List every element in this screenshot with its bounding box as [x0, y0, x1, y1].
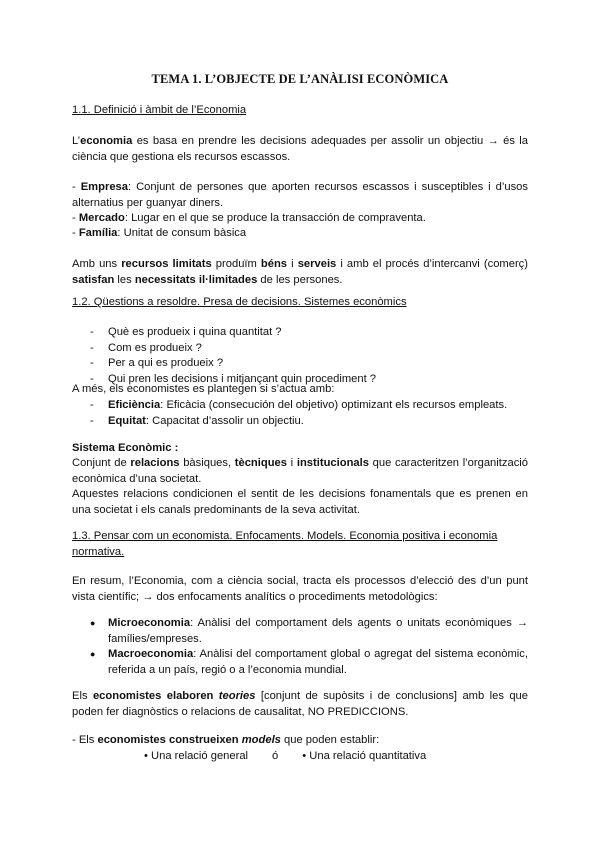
bullet-text	[108, 616, 528, 647]
question-text: Com es produeix ?	[108, 342, 202, 354]
section-heading-1-1: 1.1. Definició i àmbit de l’Economia	[72, 104, 247, 116]
text: - Els	[72, 734, 98, 746]
list-item	[90, 356, 223, 372]
text: les	[114, 273, 135, 286]
list-item-eficiencia	[90, 398, 507, 414]
sistema-economic-heading	[72, 441, 528, 457]
paragraph-ames: A més, els economistes es plantegen si s’actua amb:	[72, 383, 335, 395]
text: L’	[72, 135, 81, 147]
paragraph-relacions: Aquestes relacions condicionen el sentit de les decisions fonamentals que es prenen en una societat i els canals predominants de la seva activitat.	[72, 488, 528, 516]
term: serveis	[297, 258, 337, 270]
text: : Unitat de consum bàsica	[117, 227, 247, 239]
dash: -	[90, 342, 94, 354]
term-models: models	[241, 734, 281, 746]
dash: -	[72, 212, 79, 224]
term-mercado: Mercado	[78, 212, 125, 224]
dash: -	[90, 357, 94, 369]
definition-mercado	[72, 211, 528, 227]
text: es basa en prendre les decisions adequades per assolir un objectiu → és la ciència que gestiona els recursos escassos.	[72, 135, 528, 163]
heading-line: 1.3. Pensar com un economista. Enfocaments. Models. Economia positiva i economia	[72, 530, 498, 542]
term: necessitats il·limitades	[134, 273, 258, 286]
term-macro: Macroeconomia	[108, 648, 194, 660]
term-eficiencia: Eficiència	[108, 399, 161, 411]
list-item	[90, 325, 282, 341]
bullet-icon: ●	[90, 649, 96, 659]
term: economistes construeixen	[97, 734, 242, 746]
paragraph-models	[72, 733, 528, 749]
term: tècniques	[234, 457, 287, 469]
text: i	[287, 258, 298, 270]
definition-familia	[72, 226, 528, 242]
text: Conjunt de	[72, 457, 131, 469]
question-text: Per a qui es produeix ?	[108, 357, 224, 369]
question-text: Què es produeix i quina quantitat ?	[108, 326, 282, 338]
list-item	[90, 341, 202, 357]
term-micro: Microeconomia	[108, 617, 191, 629]
term: béns	[260, 258, 288, 270]
term-teories: teories	[218, 690, 256, 702]
text: Amb uns	[72, 258, 122, 270]
bullet-text	[108, 647, 528, 678]
option-general: • Una relació general	[144, 750, 249, 762]
term: satisfan	[72, 273, 115, 286]
option-separator: ó	[272, 750, 279, 762]
paragraph-resum: En resum, l’Economia, com a ciència social, tracta els processos d’elecció des d’un punt vista científic; → dos enfocaments analítics o procediments metodològics:	[72, 575, 528, 603]
text: que poden establir:	[280, 734, 380, 746]
dash: -	[72, 227, 79, 239]
text: Els	[72, 690, 93, 702]
page-title: TEMA 1. L’OBJECTE DE L’ANÀLISI ECONÒMICA	[151, 72, 449, 86]
text: produïm	[211, 258, 261, 270]
dash: -	[90, 326, 94, 338]
text: : Anàlisi del comportament global o agregat del sistema econòmic, referida a un país, regió o a l’economia mundial.	[108, 648, 528, 676]
text: : Conjunt de persones que aporten recursos escassos i susceptibles i d’usos alternatius per guanyar diners.	[72, 181, 528, 209]
dash: -	[72, 181, 81, 193]
bullet-micro	[90, 616, 528, 647]
text: bàsiques,	[179, 457, 235, 469]
bullet-macro	[90, 647, 528, 678]
term: economistes elaboren	[92, 690, 219, 702]
dash: -	[90, 399, 94, 411]
term-empresa: Empresa	[80, 181, 128, 193]
question-text: Qui pren les decisions i mitjançant quin procediment ?	[108, 373, 377, 385]
text: : Eficàcia (consecución del objetivo) optimizant els recursos empleats.	[160, 399, 508, 411]
text: i amb el procés d’intercanvi (comerç)	[336, 258, 529, 270]
bullet-icon: ●	[90, 618, 96, 628]
text: : Anàlisi del comportament dels agents o unitats econòmiques → famílies/empreses.	[108, 617, 528, 645]
term-equitat: Equitat	[108, 415, 146, 427]
definition-empresa	[72, 180, 528, 211]
model-options	[144, 749, 544, 765]
list-item-equitat	[90, 414, 304, 430]
section-heading-1-2: 1.2. Qüestions a resoldre. Presa de decisions. Sistemes econòmics	[72, 296, 407, 308]
text: que caracteritzen l’organització econòmica d’una societat.	[72, 457, 528, 485]
paragraph-recursos	[72, 257, 528, 288]
term: recursos limitats	[121, 258, 212, 270]
dash: -	[90, 373, 94, 385]
text: de les persones.	[257, 273, 343, 286]
paragraph-economia-definition	[72, 134, 528, 165]
term: institucionals	[296, 457, 369, 469]
text: : Lugar en el que se produce la transacción de compraventa.	[124, 212, 426, 224]
paragraph-sistema	[72, 456, 528, 487]
section-heading-1-3	[72, 529, 528, 560]
heading-line: normativa.	[72, 545, 125, 558]
text: [conjunt de supòsits i de conclusions] amb les que poden fer diagnòstics o relacions de causalitat, NO PREDICCIONS.	[72, 690, 528, 718]
heading-text: Sistema Econòmic :	[72, 442, 179, 454]
option-quantitativa: • Una relació quantitativa	[302, 750, 427, 762]
term-familia: Família	[78, 227, 118, 239]
paragraph-teories	[72, 689, 528, 720]
text: i	[287, 457, 297, 469]
text: : Capacitat d’assolir un objectiu.	[145, 415, 304, 427]
dash: -	[90, 415, 94, 427]
term-economia: economia	[80, 135, 133, 147]
term: relacions	[130, 457, 180, 469]
